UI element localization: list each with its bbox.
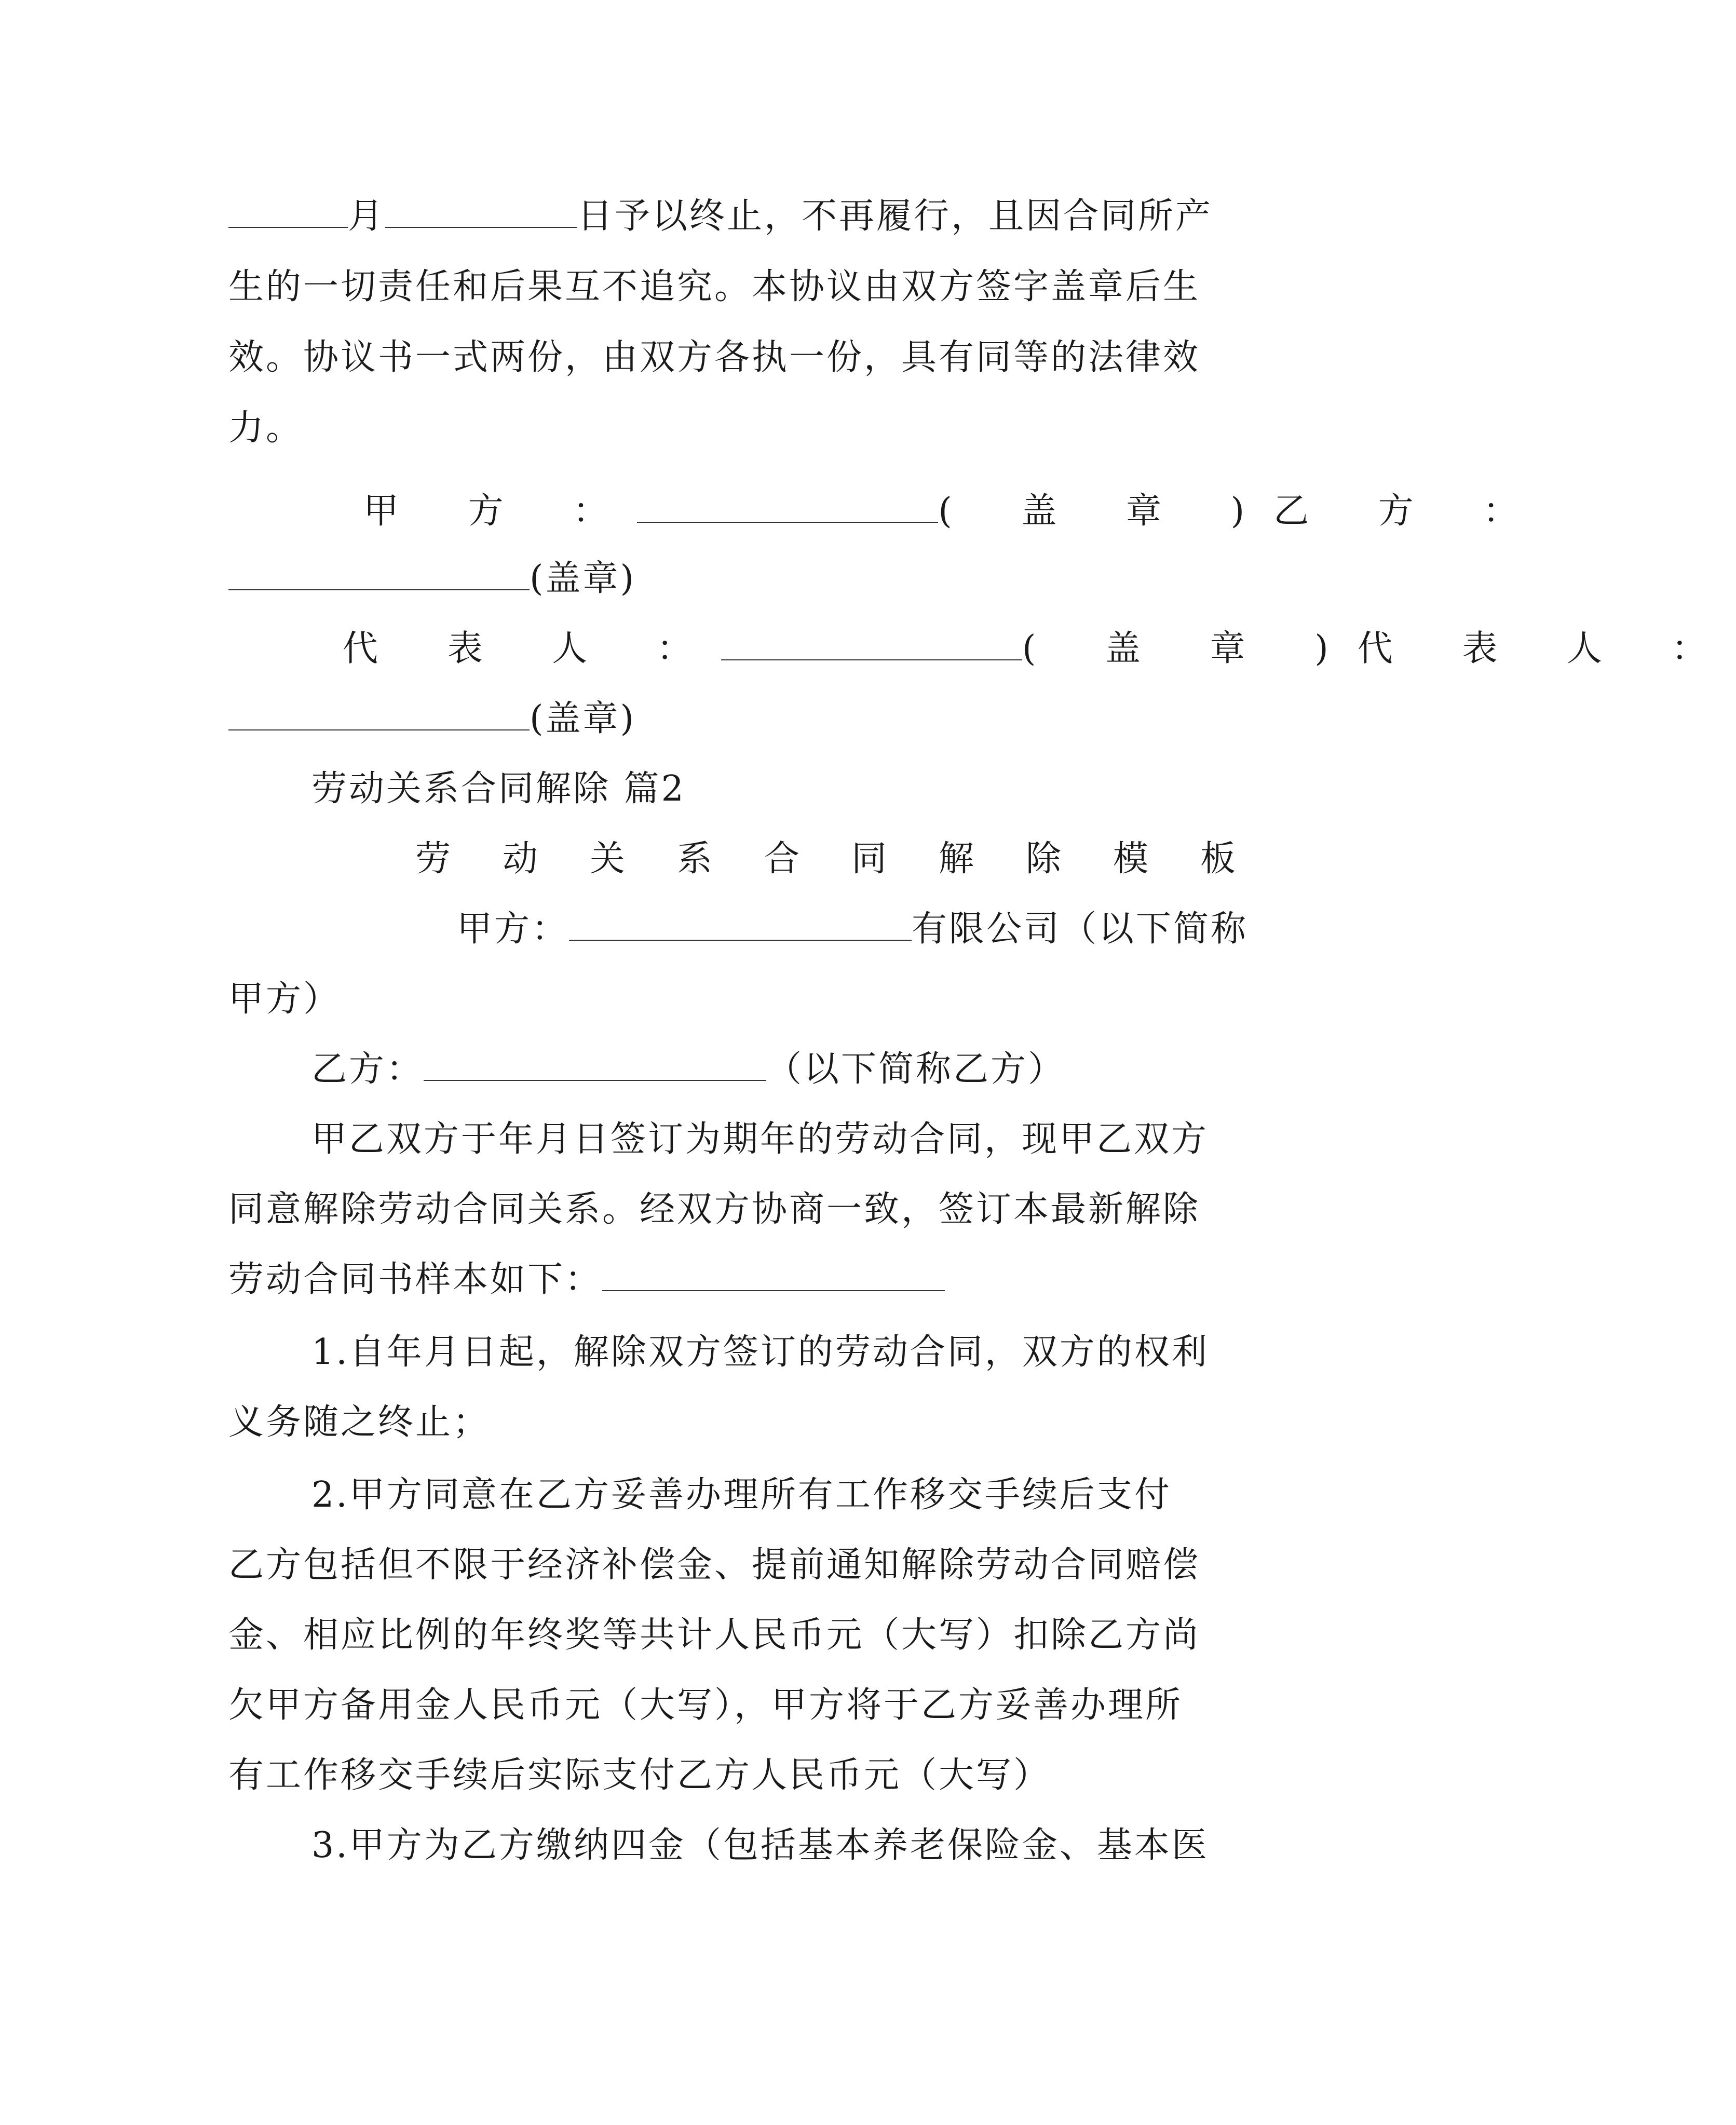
paragraph-line: 生的一切责任和后果互不追究。本协议由双方签字盖章后生 (228, 266, 1201, 307)
list-item: 1.自年月日起，解除双方签订的劳动合同，双方的权利 (311, 1332, 1209, 1373)
text-fragment: 有限公司（以下简称 (912, 909, 1249, 950)
party-a-label: 甲 方 ： (363, 491, 638, 532)
paragraph-line: 力。 (228, 408, 304, 449)
blank-field (424, 1048, 766, 1081)
text-fragment: 月 (348, 196, 386, 237)
signature-line-party-a (363, 488, 1547, 535)
rep-label: 代 表 人 ： (1357, 628, 1736, 669)
blank-field (569, 908, 912, 941)
party-b-label: 乙方： (311, 1049, 424, 1090)
seal-label: (盖章) (530, 558, 636, 599)
list-item-cont: 金、相应比例的年终奖等共计人民币元（大写）扣除乙方尚 (228, 1615, 1201, 1656)
document-title: 劳动关系合同解除模板 (415, 838, 1288, 879)
party-a-label: 甲方： (457, 909, 569, 950)
paragraph-line (228, 193, 1213, 240)
party-b-line (311, 1046, 1065, 1093)
blank-field (385, 195, 577, 228)
text-fragment: 劳动合同书样本如下： (228, 1259, 603, 1300)
paragraph-line (228, 1256, 945, 1303)
section-title: 劳动关系合同解除 篇2 (311, 768, 686, 809)
blank-field (228, 697, 530, 730)
party-b-label: 乙 方 ： (1273, 491, 1548, 532)
seal-label: (盖章) (530, 698, 636, 739)
list-item-cont: 乙方包括但不限于经济补偿金、提前通知解除劳动合同赔偿 (228, 1545, 1201, 1586)
list-item-cont: 义务随之终止； (228, 1402, 491, 1443)
seal-label: ( 盖 章 ) (938, 491, 1274, 532)
rep-label: 代 表 人 ： (343, 628, 721, 669)
text-fragment: 日予以终止，不再履行，且因合同所产 (577, 196, 1213, 237)
blank-field (228, 195, 348, 228)
blank-field (637, 490, 938, 523)
list-item: 3.甲方为乙方缴纳四金（包括基本养老保险金、基本医 (311, 1825, 1209, 1866)
blank-field (721, 627, 1022, 660)
paragraph-line: 甲乙双方于年月日签订为期年的劳动合同，现甲乙双方 (311, 1119, 1209, 1160)
blank-field (602, 1258, 945, 1291)
list-item-cont: 欠甲方备用金人民币元（大写），甲方将于乙方妥善办理所 (228, 1685, 1183, 1726)
list-item-cont: 有工作移交手续后实际支付乙方人民币元（大写） (228, 1755, 1051, 1796)
seal-label: ( 盖 章 ) (1022, 628, 1358, 669)
paragraph-line: 效。协议书一式两份，由双方各执一份，具有同等的法律效 (228, 337, 1201, 378)
party-a-line-cont: 甲方） (228, 979, 341, 1020)
list-item: 2.甲方同意在乙方妥善办理所有工作移交手续后支付 (311, 1474, 1172, 1515)
party-a-line (457, 906, 1248, 953)
signature-line-rep-a (343, 626, 1736, 672)
text-fragment: （以下简称乙方） (766, 1049, 1066, 1090)
paragraph-line: 同意解除劳动合同关系。经双方协商一致，签订本最新解除 (228, 1189, 1201, 1230)
signature-line-party-b (228, 556, 636, 602)
signature-line-rep-b (228, 696, 636, 742)
blank-field (228, 557, 530, 590)
